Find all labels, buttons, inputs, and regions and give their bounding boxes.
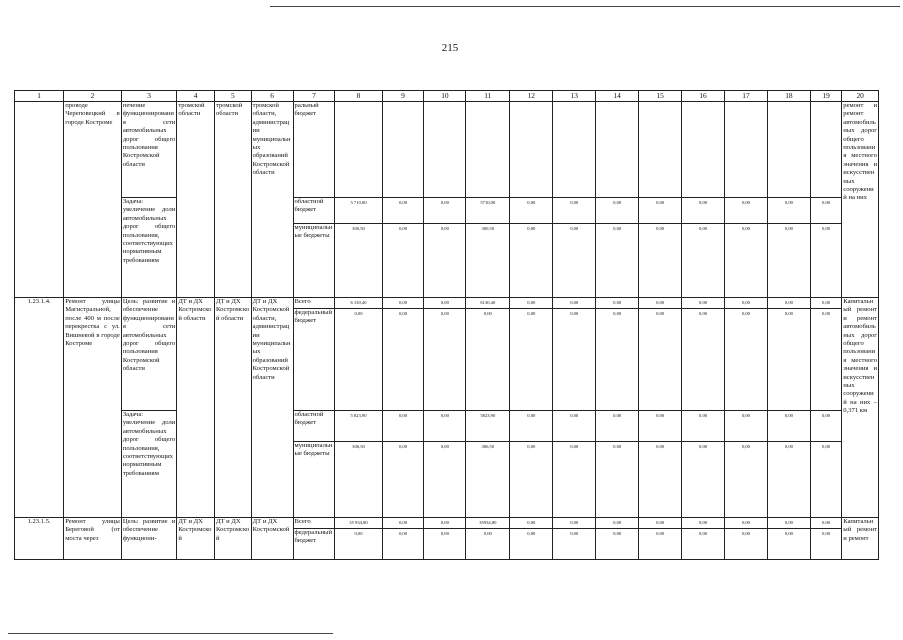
goal-text: Цель: развитие и обеспечение функционирования сети автомобильных дорог общего пользования Костромской области [121,298,177,411]
value-cell: 0,00 [682,309,725,411]
value-cell: 0,00 [510,309,553,411]
value-cell: 0,00 [767,411,810,442]
header-cell: 17 [725,91,768,102]
header-cell: 2 [64,91,122,102]
value-cell: 0,00 [767,518,810,529]
value-cell: 0,00 [725,309,768,411]
value-cell: 0,00 [725,411,768,442]
header-cell: 8 [335,91,382,102]
value-cell: 306,50 [466,442,510,518]
executor-cell: ДТ и ДХ Костромской области [215,298,252,518]
value-cell [424,102,466,198]
goal-text: печение функционирования сети автомобильных дорог общего пользования Костромской области [121,102,177,198]
value-cell: 0,00 [424,224,466,298]
value-cell [767,102,810,198]
value-cell: 0,00 [424,298,466,309]
value-cell: 0,00 [424,529,466,560]
value-cell: 0,00 [725,224,768,298]
table-row [15,298,879,309]
value-cell: 0,00 [424,411,466,442]
value-cell: 0,00 [382,298,424,309]
value-cell [466,102,510,198]
header-row [15,91,879,102]
top-rule [270,6,900,7]
executor-cell: ДТ и ДХ Костромской области [177,298,215,518]
value-cell: 0,00 [382,518,424,529]
value-cell: 0,00 [682,529,725,560]
value-cell: 0,00 [639,518,682,529]
funding-source: ральный бюджет [293,102,335,198]
header-cell: 14 [596,91,639,102]
funding-source: областной бюджет [293,411,335,442]
value-cell: 0,00 [466,529,510,560]
value-cell: 0,00 [596,309,639,411]
header-cell: 7 [293,91,335,102]
value-cell: 0,00 [596,411,639,442]
header-cell: 11 [466,91,510,102]
value-cell [596,102,639,198]
value-cell: 0,00 [682,298,725,309]
funding-source: областной бюджет [293,198,335,224]
value-cell: 0,00 [553,198,596,224]
value-cell: 0,00 [553,298,596,309]
value-cell: 0,00 [810,411,841,442]
value-cell: 0,00 [639,298,682,309]
executor-cell: тромской области [215,102,252,298]
page-number: 215 [441,42,459,54]
value-cell: 0,00 [810,529,841,560]
value-cell: 0,00 [335,529,382,560]
executor-cell: ДТ и ДХ Костромской области, администрации муниципальных образований Костромской области [251,298,293,518]
value-cell: 0,00 [682,198,725,224]
value-cell: 0,00 [810,224,841,298]
value-cell: 306,50 [335,442,382,518]
value-cell: 0,00 [553,224,596,298]
header-cell: 20 [842,91,879,102]
value-cell: 0,00 [382,529,424,560]
funding-source: федеральный бюджет [293,309,335,411]
value-cell: 0,00 [553,442,596,518]
value-cell: 0,00 [596,298,639,309]
header-cell: 16 [682,91,725,102]
value-cell: 0,00 [596,442,639,518]
value-cell [553,102,596,198]
executor-cell: тромской области [177,102,215,298]
value-cell: 0,00 [510,529,553,560]
value-cell: 0,00 [553,309,596,411]
value-cell: 0,00 [810,442,841,518]
value-cell: 0,00 [553,518,596,529]
value-cell: 0,00 [596,518,639,529]
value-cell: 0,00 [682,224,725,298]
value-cell: 0,00 [639,411,682,442]
executor-cell: тромской области, администрации муниципальных образований Костромской области [251,102,293,298]
value-cell: 0,00 [553,411,596,442]
header-cell: 6 [251,91,293,102]
table-row [15,102,879,198]
value-cell: 0,00 [424,198,466,224]
header-cell: 10 [424,91,466,102]
header-cell: 9 [382,91,424,102]
value-cell [682,102,725,198]
row-code: 1.23.1.4. [15,298,64,518]
funding-source: федеральный бюджет [293,529,335,560]
value-cell: 0,00 [682,442,725,518]
value-cell: 0,00 [424,442,466,518]
program-table [14,90,879,560]
value-cell: 0,00 [382,224,424,298]
value-cell: 0,00 [682,411,725,442]
value-cell: 35934,80 [466,518,510,529]
header-cell: 19 [810,91,841,102]
value-cell: 0,00 [725,198,768,224]
value-cell: 0,00 [382,411,424,442]
value-cell: 5 823,90 [335,411,382,442]
object-name: Ремонт улицы Береговой (от моста через [64,518,122,560]
value-cell [725,102,768,198]
value-cell: 0,00 [424,518,466,529]
result-text: ремонт и ремонт автомобильных дорог общего пользования местного значения и искусственных сооружений на них [842,102,879,298]
result-text: Капитальный ремонт и ремонт [842,518,879,560]
value-cell: 300,50 [466,224,510,298]
value-cell: 0,00 [725,298,768,309]
value-cell: 0,00 [382,198,424,224]
value-cell: 0,00 [510,224,553,298]
value-cell: 0,00 [510,518,553,529]
row-code: 1.23.1.5. [15,518,64,560]
header-cell: 12 [510,91,553,102]
object-name: Ремонт улицы Магистральной, после 400 м после перекрестка с ул. Вишневой в городе Костроме [64,298,122,518]
header-cell: 18 [767,91,810,102]
value-cell: 0,00 [510,411,553,442]
executor-cell: ДТ и ДХ Костромской [251,518,293,560]
table-row [15,411,879,442]
value-cell: 0,00 [596,224,639,298]
value-cell: 0,00 [767,309,810,411]
value-cell [639,102,682,198]
value-cell: 0,00 [725,442,768,518]
value-cell: 0,00 [424,309,466,411]
header-cell: 1 [15,91,64,102]
value-cell: 0,00 [767,442,810,518]
value-cell: 0,00 [382,442,424,518]
value-cell: 6130,40 [466,298,510,309]
value-cell: 0,00 [553,529,596,560]
value-cell: 5710,00 [466,198,510,224]
value-cell: 0,00 [510,298,553,309]
value-cell [382,102,424,198]
value-cell: 5 710,00 [335,198,382,224]
header-cell: 3 [121,91,177,102]
table-row [15,518,879,529]
value-cell: 0,00 [810,298,841,309]
value-cell: 0,00 [510,198,553,224]
value-cell: 35 934,80 [335,518,382,529]
value-cell [510,102,553,198]
value-cell: 0,00 [810,309,841,411]
value-cell: 0,00 [639,224,682,298]
value-cell: 0,00 [725,529,768,560]
value-cell: 0,00 [725,518,768,529]
header-cell: 13 [553,91,596,102]
value-cell: 0,00 [810,518,841,529]
footnote-rule [8,633,333,634]
value-cell: 6 130,40 [335,298,382,309]
executor-cell: ДТ и ДХ Костромской [215,518,252,560]
value-cell: 0,00 [510,442,553,518]
value-cell: 0,00 [466,309,510,411]
funding-source: Всего [293,298,335,309]
value-cell: 0,00 [382,309,424,411]
task-text: Задача: увеличение доли автомобильных дорог общего пользования, соответствующих нормативным требованиям [121,198,177,298]
header-cell: 4 [177,91,215,102]
value-cell: 0,00 [596,198,639,224]
executor-cell: ДТ и ДХ Костромской [177,518,215,560]
table-row [15,198,879,224]
value-cell: 0,00 [810,198,841,224]
header-cell: 15 [639,91,682,102]
value-cell: 0,00 [767,298,810,309]
value-cell: 0,00 [596,529,639,560]
value-cell [810,102,841,198]
object-name: проводе Череповецкий в городе Костроме [64,102,122,298]
funding-source: муниципальные бюджеты [293,442,335,518]
funding-source: Всего [293,518,335,529]
value-cell: 0,00 [639,442,682,518]
goal-text: Цель: развитие и обеспечение функциони- [121,518,177,560]
result-text: Капитальный ремонт и ремонт автомобильных дорог общего пользования местного значения и искусственных сооружений на них – 0,371 км [842,298,879,518]
value-cell: 5823,90 [466,411,510,442]
value-cell: 0,00 [335,309,382,411]
value-cell: 300,50 [335,224,382,298]
value-cell: 0,00 [639,198,682,224]
value-cell: 0,00 [639,309,682,411]
value-cell: 0,00 [767,198,810,224]
value-cell: 0,00 [682,518,725,529]
value-cell: 0,00 [767,529,810,560]
header-cell: 5 [215,91,252,102]
funding-source: муниципальные бюджеты [293,224,335,298]
value-cell: 0,00 [767,224,810,298]
value-cell [335,102,382,198]
value-cell: 0,00 [639,529,682,560]
task-text: Задача: увеличение доли автомобильных дорог общего пользования, соответствующих нормативным требованиям [121,411,177,518]
code-cell [15,102,64,298]
